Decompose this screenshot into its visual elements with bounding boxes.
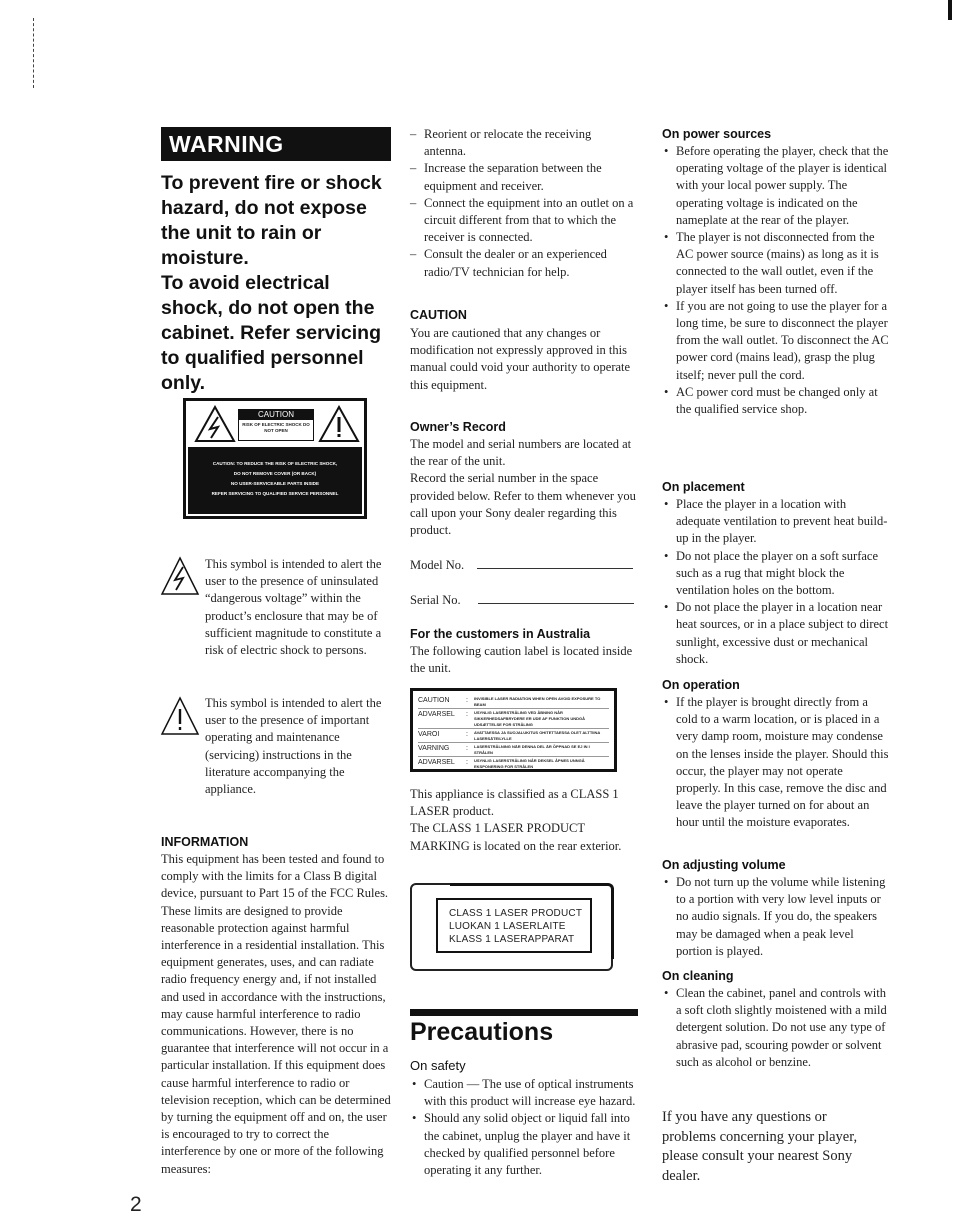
label-row: VAROI : AVATTAESSA JA SUOJALUKITUS OHITETTAESSA OLET ALTTIINA LASERSÄTEILYLLE <box>418 729 609 743</box>
owners-record-body2: Record the serial number in the space provided below. Refer to them whenever you call upon your Sony dealer regarding this product. <box>410 471 636 538</box>
symbol-exclamation-text: This symbol is intended to alert the user to the presence of important operating and maintenance (servicing) instructions in the literature accompanying the appliance. <box>205 696 382 797</box>
label-value: USYNLIG LASERSTRÅLING VED ÅBNING NÅR SIKKERHEDSAFBRYDERE ER UDE AF FUNKTION UNDGÅ UDSÆTTELSE FOR STRÅLING <box>474 710 586 727</box>
label-key: ADVARSEL <box>418 711 455 718</box>
caution-body: You are cautioned that any changes or modification not expressly approved in this manual could void your authority to operate this equipment. <box>410 326 631 392</box>
lightning-triangle-icon <box>160 556 200 596</box>
list-item: – Consult the dealer or an experienced radio/TV technician for help. <box>410 246 635 280</box>
serial-number-label: Serial No. <box>410 593 461 607</box>
serial-number-line[interactable] <box>478 603 634 604</box>
laser-line: CLASS 1 LASER PRODUCT <box>449 908 583 919</box>
on-operation-heading: On operation <box>662 678 740 692</box>
label-row: ADVARSEL : USYNLIG LASERSTRÅLING NÅR DEKSEL ÅPNES UNNGÅ EKSPONERING FOR STRÅLEN <box>418 757 609 770</box>
list-item: • AC power cord must be changed only at the qualified service shop. <box>662 384 890 418</box>
list-item: • Place the player in a location with adequate ventilation to prevent heat build-up in the player. <box>662 496 890 548</box>
label-key: VAROI <box>418 731 440 738</box>
exclamation-triangle-icon <box>318 405 360 443</box>
australia-section <box>410 626 642 677</box>
caution-label-line: NO USER-SERVICEABLE PARTS INSIDE <box>230 481 320 486</box>
model-number-line[interactable] <box>477 568 633 569</box>
on-volume-section <box>662 857 890 960</box>
list-item: • Do not turn up the volume while listening to a portion with very low level inputs or no audio signals. If you do, the speakers may be damaged when a peak level portion is played. <box>662 874 890 960</box>
list-item: • Do not place the player in a location near heat sources, or in a place subject to direct sunlight, excessive dust or mechanical shock. <box>662 599 890 668</box>
caution-label-line: REFER SERVICING TO QUALIFIED SERVICE PERSONNEL <box>211 491 339 496</box>
laser-caution-label <box>410 688 617 772</box>
list-item: – Connect the equipment into an outlet on a circuit different from that to which the receiver is connected. <box>410 195 635 247</box>
interference-measures-list <box>410 126 635 281</box>
list-item: • Before operating the player, check that the operating voltage of the player is identical with your local power supply. The operating voltage is indicated on the nameplate at the rear of the player. <box>662 143 890 229</box>
laser-line: LUOKAN 1 LASERLAITE <box>449 921 566 932</box>
warning-banner: WARNING <box>161 127 391 161</box>
class1-laser-text <box>436 898 592 953</box>
symbol-lightning-text: This symbol is intended to alert the user to the presence of uninsulated “dangerous voltage” within the product’s enclosure that may be of sufficient magnitude to constitute a risk of electric shock to persons. <box>205 557 382 658</box>
closing-note: If you have any questions or problems concerning your player, please consult your nearest Sony dealer. <box>662 1109 858 1184</box>
label-row: VARNING : LASERSTRÅLNING NÄR DENNA DEL ÄR ÖPPNAD SE EJ IN I STRÅLEN <box>418 743 609 757</box>
precautions-bar <box>410 1009 638 1016</box>
owners-record-body1: The model and serial numbers are located at the rear of the unit. <box>410 437 632 469</box>
warning-headline-shock: To avoid electrical shock, do not open the cabinet. Refer servicing to qualified personnel only. <box>161 272 382 394</box>
list-item: • Caution — The use of optical instruments with this product will increase eye hazard. <box>410 1076 642 1110</box>
page-number: 2 <box>130 1193 142 1216</box>
list-item: • Should any solid object or liquid fall into the cabinet, unplug the player and have it checked by qualified personnel before operating it any further. <box>410 1110 642 1179</box>
on-power-heading: On power sources <box>662 127 772 141</box>
model-number-field[interactable] <box>410 557 633 574</box>
caution-section <box>410 307 642 394</box>
on-volume-heading: On adjusting volume <box>662 858 786 872</box>
label-value: USYNLIG LASERSTRÅLING NÅR DEKSEL ÅPNES UNNGÅ EKSPONERING FOR STRÅLEN <box>474 758 585 769</box>
caution-label-header: CAUTION <box>239 410 313 420</box>
lightning-triangle-icon <box>194 405 236 443</box>
list-item: • If the player is brought directly from a cold to a warm location, or is placed in a very damp room, moisture may condense on the lenses inside the player. Should this occur, the player may not operate properly. In this case, remove the disc and leave the player turned on for about an hour until the moisture evaporates. <box>662 694 890 832</box>
australia-body: The following caution label is located inside the unit. <box>410 644 633 676</box>
laser-class-section <box>410 786 642 855</box>
precautions-title: Precautions <box>410 1018 554 1046</box>
scan-edge-mark <box>33 18 35 88</box>
on-placement-heading: On placement <box>662 480 745 494</box>
label-key: VARNING <box>418 745 450 752</box>
warning-headline-moisture: To prevent fire or shock hazard, do not expose the unit to rain or moisture. <box>161 172 382 269</box>
warning-headlines <box>161 171 391 396</box>
label-key: ADVARSEL <box>418 759 455 766</box>
list-item: • Clean the cabinet, panel and controls with a soft cloth slightly moistened with a mild detergent solution. Do not use any type of abrasive pad, scouring powder or solvent such as alcohol or benzine. <box>662 985 890 1071</box>
list-item: • If you are not going to use the player for a long time, be sure to disconnect the player from the wall outlet. To disconnect the AC power cord (mains lead), grasp the plug itself; never pull the cord. <box>662 298 890 384</box>
label-value: LASERSTRÅLNING NÄR DENNA DEL ÄR ÖPPNAD SE EJ IN I STRÅLEN <box>474 744 590 755</box>
information-heading: INFORMATION <box>161 835 249 849</box>
caution-label-line: CAUTION: TO REDUCE THE RISK OF ELECTRIC SHOCK, <box>212 461 338 466</box>
on-safety-section <box>410 1058 642 1179</box>
caution-label-sub: RISK OF ELECTRIC SHOCK DO NOT OPEN <box>242 422 310 433</box>
exclamation-triangle-icon <box>160 696 200 736</box>
list-item: • The player is not disconnected from the AC power source (mains) as long as it is connected to the wall outlet, even if the player itself has been turned off. <box>662 229 890 298</box>
laser-line: KLASS 1 LASERAPPARAT <box>449 934 575 945</box>
owners-record-section <box>410 419 642 539</box>
list-item: – Increase the separation between the equipment and receiver. <box>410 160 635 194</box>
list-item: – Reorient or relocate the receiving antenna. <box>410 126 635 160</box>
label-row: ADVARSEL : USYNLIG LASERSTRÅLING VED ÅBNING NÅR SIKKERHEDSAFBRYDERE ER UDE AF FUNKTION UNDGÅ UDSÆTTELSE FOR STRÅLING <box>418 709 609 729</box>
on-placement-section <box>662 479 890 668</box>
caution-label-box <box>238 409 314 441</box>
information-section <box>161 834 391 1178</box>
caution-label-line: DO NOT REMOVE COVER (OR BACK) <box>233 471 317 476</box>
on-cleaning-heading: On cleaning <box>662 969 734 983</box>
australia-heading: For the customers in Australia <box>410 627 591 641</box>
label-row: CAUTION : INVISIBLE LASER RADIATION WHEN OPEN AVOID EXPOSURE TO BEAM <box>418 695 609 709</box>
class1-laser-label <box>410 883 613 971</box>
caution-label-text <box>188 447 362 514</box>
laser-marking-body: The CLASS 1 LASER PRODUCT MARKING is located on the rear exterior. <box>410 821 622 853</box>
serial-number-field[interactable] <box>410 592 634 609</box>
owners-record-heading: Owner’s Record <box>410 420 506 434</box>
caution-label-graphic <box>183 398 367 519</box>
on-power-section <box>662 126 890 418</box>
information-body: This equipment has been tested and found to comply with the limits for a Class B digital device, pursuant to Part 15 of the FCC Rules. These limits are designed to provide reasonable protection against harmful interference in a residential installation. This equipment generates, uses, and can radiate radio frequency energy and, if not installed and used in accordance with the instructions, may cause harmful interference to radio communications. However, there is no guarantee that interference will not occur in a particular installation. If this equipment does cause harmful interference to radio or television reception, which can be determined by turning the equipment off and on, the user is encouraged to try to correct the interference by one or more of the following measures: <box>161 852 391 1176</box>
scan-edge-mark <box>948 0 952 20</box>
on-safety-heading: On safety <box>410 1058 466 1073</box>
label-value: AVATTAESSA JA SUOJALUKITUS OHITETTAESSA OLET ALTTIINA LASERSÄTEILYLLE <box>474 730 601 741</box>
laser-class-body: This appliance is classified as a CLASS 1 LASER product. <box>410 787 619 819</box>
on-cleaning-section <box>662 968 890 1071</box>
model-number-label: Model No. <box>410 558 465 572</box>
label-value: INVISIBLE LASER RADIATION WHEN OPEN AVOID EXPOSURE TO BEAM <box>474 696 601 707</box>
caution-heading: CAUTION <box>410 308 467 322</box>
on-operation-section <box>662 677 890 832</box>
list-item: • Do not place the player on a soft surface such as a rug that might block the ventilation holes on the bottom. <box>662 548 890 600</box>
label-key: CAUTION <box>418 697 450 704</box>
